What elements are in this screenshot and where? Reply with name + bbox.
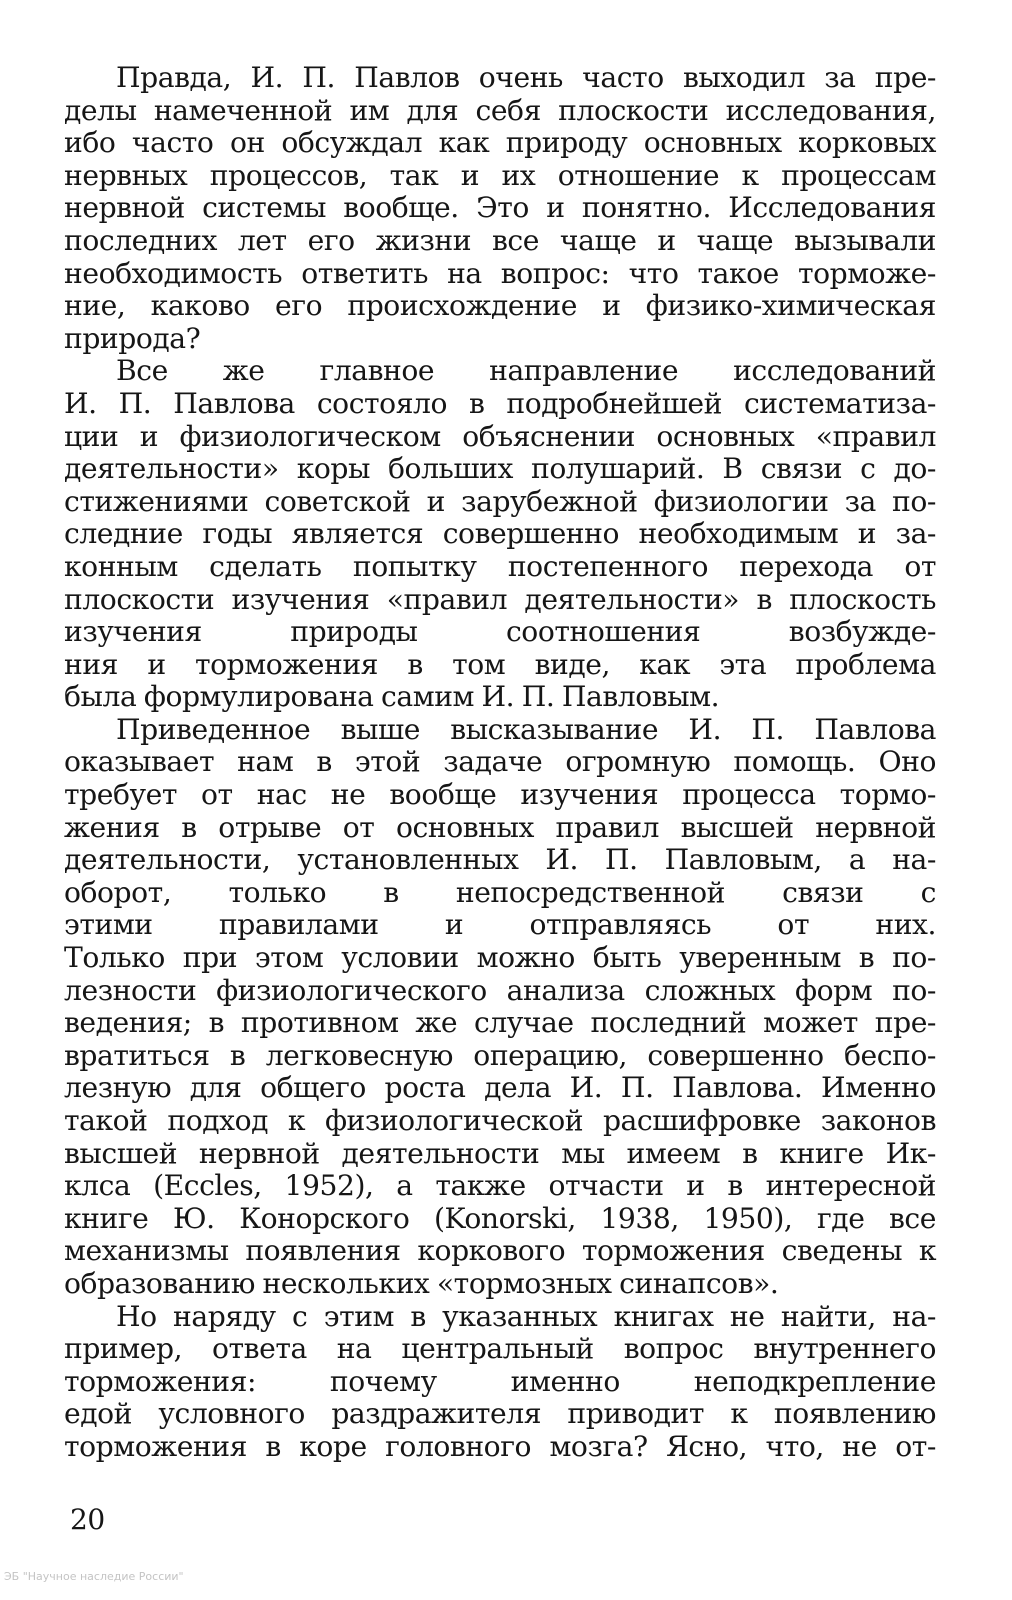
text-line: клса (Eccles, 1952), а также отчасти и в интересной <box>64 1169 936 1203</box>
text-line: деятельности, установленных И. П. Павловым, а на- <box>64 843 936 877</box>
paragraph <box>64 62 936 355</box>
text-line: ние, каково его происхождение и физико-химическая <box>64 289 936 323</box>
text-line: изучения природы соотношения возбужде- <box>64 615 936 649</box>
text-line: вратиться в легковесную операцию, совершенно беспо- <box>64 1038 936 1072</box>
text-line: высшей нервной деятельности мы имеем в книге Ик- <box>64 1136 936 1170</box>
text-line: природа? <box>64 321 201 355</box>
text-line: торможения в коре головного мозга? Ясно, что, не от- <box>64 1429 936 1463</box>
text-line: нервной системы вообще. Это и понятно. Исследования <box>64 191 936 225</box>
text-line: необходимость ответить на вопрос: что такое торможе- <box>64 256 936 290</box>
text-line: была формулирована самим И. П. Павловым. <box>64 680 720 714</box>
text-line: Только при этом условии можно быть уверенным в по- <box>64 941 936 975</box>
paragraph <box>64 714 936 1301</box>
text-line: следние годы является совершенно необходимым и за- <box>64 517 936 551</box>
text-line: такой подход к физиологической расшифровке законов <box>64 1104 936 1137</box>
paragraph <box>64 1301 936 1464</box>
text-line: лезную для общего роста дела И. П. Павлова. Именно <box>64 1071 936 1105</box>
text-line: Но наряду с этим в указанных книгах не найти, на- <box>116 1299 936 1333</box>
text-line: едой условного раздражителя приводит к появлению <box>64 1397 936 1431</box>
text-line: делы намеченной им для себя плоскости исследования, <box>64 93 936 127</box>
text-line: пример, ответа на центральный вопрос внутреннего <box>64 1332 936 1366</box>
text-line: ведения; в противном же случае последний может пре- <box>64 1006 936 1040</box>
text-line: ибо часто он обсуждал как природу основных корковых <box>64 126 936 160</box>
text-line: книге Ю. Конорского (Konorski, 1938, 1950), где все <box>64 1201 936 1235</box>
text-line: Приведенное выше высказывание И. П. Павлова <box>116 712 936 746</box>
text-line: оборот, только в непосредственной связи с <box>64 875 936 909</box>
text-line: нервных процессов, так и их отношение к процессам <box>64 158 936 192</box>
text-line: Все же главное направление исследований <box>116 354 936 388</box>
text-line: торможения: почему именно неподкрепление <box>64 1364 936 1398</box>
text-line: последних лет его жизни все чаще и чаще вызывали <box>64 223 936 257</box>
text-line: оказывает нам в этой задаче огромную помощь. Оно <box>64 745 936 779</box>
text-line: образованию нескольких «тормозных синапсов». <box>64 1266 779 1300</box>
text-line: стижениями советской и зарубежной физиологии за по- <box>64 484 936 518</box>
page-number: 20 <box>70 1503 105 1536</box>
page-body <box>64 62 936 1464</box>
text-line: лезности физиологического анализа сложных форм по- <box>64 973 936 1007</box>
text-line: требует от нас не вообще изучения процесса тормо- <box>64 778 936 812</box>
library-watermark: ЭБ "Научное наследие России" <box>4 1570 184 1583</box>
text-line: ции и физиологическом объяснении основных «правил <box>64 419 936 453</box>
text-line: плоскости изучения «правил деятельности» в плоскость <box>64 582 936 616</box>
text-line: механизмы появления коркового торможения сведены к <box>64 1234 936 1268</box>
text-line: Правда, И. П. Павлов очень часто выходил за пре- <box>116 61 936 94</box>
text-line: этими правилами и отправляясь от них. <box>64 908 936 942</box>
text-line: ния и торможения в том виде, как эта проблема <box>64 647 936 681</box>
text-line: конным сделать попытку постепенного перехода от <box>64 549 936 583</box>
text-line: жения в отрыве от основных правил высшей нервной <box>64 810 936 844</box>
paragraph <box>64 355 936 714</box>
text-line: деятельности» коры больших полушарий. В связи с до- <box>64 452 936 486</box>
text-line: И. П. Павлова состояло в подробнейшей систематиза- <box>64 386 936 420</box>
